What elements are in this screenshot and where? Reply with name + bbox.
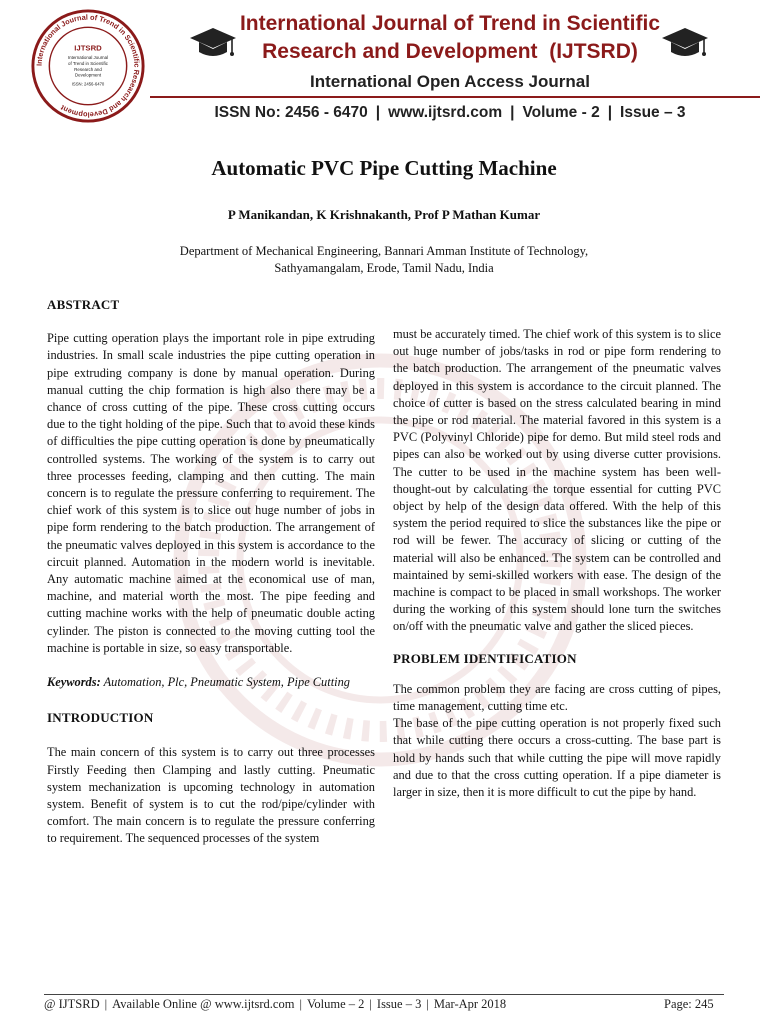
issn-number: ISSN No: 2456 - 6470 xyxy=(214,104,368,121)
journal-subtitle: International Open Access Journal xyxy=(310,72,590,91)
volume-label: Volume - 2 xyxy=(522,104,600,121)
paper-title: Automatic PVC Pipe Cutting Machine xyxy=(211,156,557,180)
introduction-text: The main concern of this system is to carry out three processes Firstly Feeding then Clamping and lastly cutting. Pneumatic system mechanization is upcoming technology in automation system. Benefit of system is to cut the rod/pipe/cylinder with comfort. The main concern is to regulate the pressure conferring to requirement. The sequenced processes of the system xyxy=(47,745,375,846)
right-column xyxy=(393,326,721,801)
left-column xyxy=(47,296,375,848)
author-affiliation xyxy=(100,243,668,277)
footer-issue: Issue – 3 xyxy=(376,997,422,1011)
footer-copyright: @ IJTSRD xyxy=(44,997,100,1011)
footer-date: Mar-Apr 2018 xyxy=(433,997,507,1011)
footer-volume: Volume – 2 xyxy=(306,997,365,1011)
abstract-text: Pipe cutting operation plays the important role in pipe extruding industries. In small scale industries the pipe cutting operation in pipe extruding company is done by manual operation. During manual cutting the chip formation is high also there may be a chance of cross cutting of the pipe. These cross cutting occurs due to the tight holding of the pipe. Such that to avoid these kinds of difficulties the pipe cutting operation is done by pneumatically controlled systems. The working of the system is to carry out three processes feeding, clamping and then cutting. The main concern is to regulate the pressure conferring to requirement. The chief work of this system is to slice out huge number of jobs in pipe form rendering to the batch production. The arrangement of the pneumatic valves deployed in this system is accordance to the circuit planned. Automation in the modern world is inevitable. Any automatic machine aimed at the economical use of man, machine, and material worth the most. The pipe feeding and cutting machine works with the help of pneumatic double acting cylinder. The piston is connected to the moving cutting tool the machine is portable in size, so easy transportable. xyxy=(47,331,375,655)
masthead-divider xyxy=(150,96,760,98)
logo-text-2: of Trend in Scientific xyxy=(68,61,108,67)
journal-title-line-1: International Journal of Trend in Scientific xyxy=(239,12,661,35)
keywords xyxy=(47,674,375,691)
logo-ring-text: International Journal of Trend in Scientific Research and Development xyxy=(34,12,142,120)
introduction-heading: INTRODUCTION xyxy=(47,710,154,726)
page-number: Page: 245 xyxy=(664,997,714,1011)
journal-title-line-2: Research and Development (IJTSRD) xyxy=(262,40,638,63)
keywords-list: Automation, Plc, Pneumatic System, Pipe Cutting xyxy=(100,675,350,690)
issue-label: Issue – 3 xyxy=(620,104,686,121)
problem-identification-heading: PROBLEM IDENTIFICATION xyxy=(393,650,577,666)
problem-text-1: The common problem they are facing are cross cutting of pipes, time management, cutting time etc. xyxy=(393,681,721,714)
logo-text-0: IJTSRD xyxy=(74,43,102,53)
keywords-label: Keywords: xyxy=(47,675,101,690)
journal-website-link[interactable]: www.ijtsrd.com xyxy=(388,104,503,121)
problem-text-2: The base of the pipe cutting operation is not properly fixed such that while cutting there occurs a cross-cutting. The base part is hold by hands such that while cutting the pipe will move rapidly and due to that the cross cutting operation. If a pipe diameter is larger in size, then it is more difficult to cut the pipe by hand. xyxy=(393,716,721,800)
introduction-continued-text: must be accurately timed. The chief work of this system is to slice out huge number of jobs/tasks in rod or pipe form rendering to the batch production. The arrangement of the pneumatic valves deployed in this system is accordance to the circuit planned. The choice of cutter is based on the stress calculated bearing in mind the pipe or rod material. The material favored in this system is a PVC (Polyvinyl Chloride) pipe for demo. But mild steel rods and pipes can also be worked out by using diverse cutter provisions. The cutter to be used in the machine system has been well-thought-out by calculating the torque essential for cutting PVC object by help of the design data offered. With the help of this system the period required to slice the substances like the pipe or rod will be fewer. The accuracy of slicing or cutting of the material will also be enhanced. The system can be controlled and maintained by semi-skilled workers with ease. The design of the machine is compact to be placed in small workshops. The worker during the working of this system should lone turn the switches on/off with the pneumatic valve and gather the sliced pieces. xyxy=(393,327,721,634)
issn-bar: ISSN No: 2456 - 6470 | www.ijtsrd.com | Volume - 2 | Issue – 3 xyxy=(214,104,686,121)
affiliation-line-1: Department of Mechanical Engineering, Bannari Amman Institute of Technology, xyxy=(179,244,589,258)
author-list: P Manikandan, K Krishnakanth, Prof P Mathan Kumar xyxy=(227,207,541,222)
logo-text-1: International Journal xyxy=(67,55,109,61)
footer-divider xyxy=(44,994,724,995)
logo-text-4: Development xyxy=(74,72,102,78)
footer-available-online[interactable]: Available Online @ www.ijtsrd.com xyxy=(112,997,295,1011)
page-footer: @ IJTSRD | Available Online @ www.ijtsrd.com | Volume – 2 | Issue – 3 | Mar-Apr 2018 xyxy=(44,997,507,1011)
logo-text-3: Research and xyxy=(74,66,102,72)
journal-logo-seal xyxy=(30,8,146,124)
abstract-heading: ABSTRACT xyxy=(47,297,120,312)
affiliation-line-2: Sathyamangalam, Erode, Tamil Nadu, India xyxy=(274,261,494,275)
logo-text-5: ISSN: 2456-6470 xyxy=(71,81,105,87)
